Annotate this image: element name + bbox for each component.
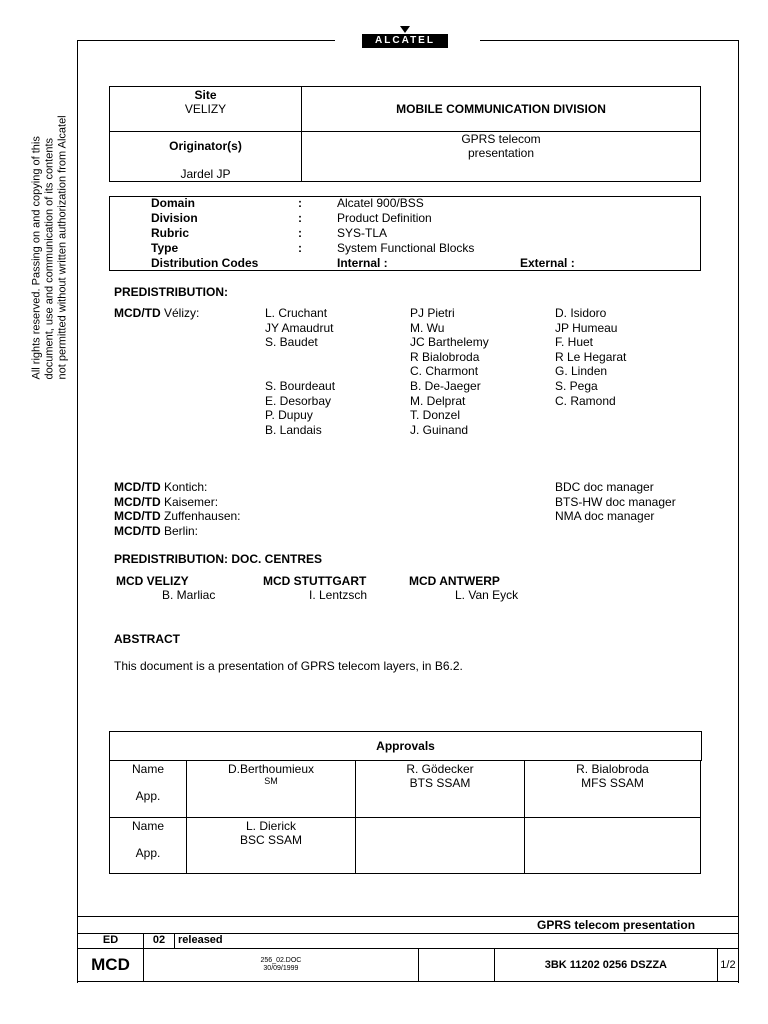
velizy-label	[114, 306, 199, 320]
frame-right	[738, 40, 739, 983]
division-title: MOBILE COMMUNICATION DIVISION	[396, 102, 606, 116]
recipient: T. Donzel	[410, 408, 461, 423]
recipient: JC Barthelemy	[410, 335, 489, 350]
recipient: B. Landais	[265, 422, 322, 437]
approver-role: BTS SSAM	[409, 776, 471, 790]
empty-approver-cell	[525, 818, 701, 874]
approval-label-cell	[110, 761, 187, 818]
doc-title-cell	[302, 132, 701, 182]
external-label: External :	[520, 256, 575, 270]
site-entry: MCD/TD Kaisemer:	[114, 494, 219, 509]
empty-approver-cell	[356, 818, 525, 874]
approver-role: BSC SSAM	[239, 833, 302, 847]
abstract-title: ABSTRACT	[114, 632, 180, 646]
colon: :	[298, 226, 302, 240]
recipient	[265, 350, 335, 365]
side-note-line: document, use and communication of its contents	[43, 137, 56, 380]
footer-top-rule	[77, 916, 738, 917]
manager-list	[555, 480, 676, 524]
app-label: App.	[135, 846, 161, 860]
recipient: S. Bourdeaut	[265, 378, 336, 393]
distribution-label: Distribution Codes	[151, 256, 259, 270]
distribution-column-3	[555, 306, 626, 408]
division-value: Product Definition	[337, 211, 432, 225]
footer-title: GPRS telecom presentation	[537, 918, 696, 932]
type-value: System Functional Blocks	[337, 241, 475, 255]
recipient: JY Amaudrut	[265, 320, 334, 335]
mcd-label: MCD	[78, 949, 144, 982]
approver-role: SM	[264, 776, 278, 786]
recipient: M. Wu	[410, 320, 445, 335]
centre-person: B. Marliac	[162, 588, 216, 602]
centre-name: MCD ANTWERP	[409, 574, 500, 588]
originator-cell	[110, 132, 302, 182]
colon: :	[298, 241, 302, 255]
site-entry: MCD/TD Berlin:	[114, 523, 199, 538]
doc-title-line2: presentation	[467, 146, 535, 160]
division-cell	[302, 87, 701, 132]
approver-cell	[187, 761, 356, 818]
internal-label: Internal :	[337, 256, 388, 270]
recipient: C. Charmont	[410, 364, 479, 379]
page-number: 1/2	[717, 949, 738, 982]
site-label: Site	[194, 88, 217, 102]
recipient: F. Huet	[555, 335, 594, 350]
frame-left	[77, 40, 78, 983]
approver-name: L. Dierick	[245, 819, 296, 833]
alcatel-logo	[362, 26, 448, 48]
colon: :	[298, 211, 302, 225]
manager-entry: NMA doc manager	[555, 509, 655, 524]
file-date: 30/09/1999	[263, 965, 299, 972]
logo-text: ALCATEL	[362, 34, 448, 48]
approvals-title: Approvals	[376, 739, 435, 753]
distribution-column-2	[410, 306, 489, 437]
centre-person: I. Lentzsch	[309, 588, 368, 602]
recipient: M. Delprat	[410, 393, 466, 408]
app-label: App.	[135, 789, 161, 803]
recipient: S. Baudet	[265, 335, 318, 350]
site-entry: MCD/TD Kontich:	[114, 480, 208, 494]
distribution-column-1	[265, 306, 335, 437]
recipient: JP Humeau	[555, 320, 618, 335]
approver-name: R. Gödecker	[406, 762, 474, 776]
file-info	[144, 949, 419, 982]
approver-name: D.Berthoumieux	[227, 762, 315, 776]
colon: :	[298, 196, 302, 210]
centre-person: L. Van Eyck	[455, 588, 519, 602]
division-label: Division	[151, 211, 198, 225]
ed-value: 02	[144, 934, 175, 949]
side-note-line: All rights reserved. Passing on and copying of this	[30, 136, 43, 380]
recipient: B. De-Jaeger	[410, 378, 481, 393]
recipient: G. Linden	[555, 364, 608, 379]
status: released	[175, 934, 739, 949]
recipient: L. Cruchant	[265, 306, 328, 320]
recipient: J. Guinand	[410, 422, 469, 437]
doc-centres-title: PREDISTRIBUTION: DOC. CENTRES	[114, 552, 323, 566]
recipient: C. Ramond	[555, 393, 616, 408]
centre-name: MCD VELIZY	[116, 574, 189, 588]
site-cell	[110, 87, 302, 132]
recipient: R Bialobroda	[410, 349, 480, 364]
approver-cell	[525, 761, 701, 818]
frame-top-right	[480, 40, 738, 41]
originator-value: Jardel JP	[180, 167, 231, 181]
recipient: PJ Pietri	[410, 306, 455, 320]
logo-triangle-icon	[400, 26, 410, 33]
recipient: E. Desorbay	[265, 393, 332, 408]
approver-cell	[187, 818, 356, 874]
manager-entry: BTS-HW doc manager	[555, 494, 676, 509]
manager-entry: BDC doc manager	[555, 480, 654, 494]
side-note-line: not permitted without written authorization from Alcatel	[56, 115, 69, 380]
reference: 3BK 11202 0256 DSZZA	[494, 949, 717, 982]
approval-label-cell	[110, 818, 187, 874]
rubric-label: Rubric	[151, 226, 190, 240]
type-label: Type	[151, 241, 179, 255]
file-name: 256_02.DOC	[260, 957, 302, 964]
recipient: D. Isidoro	[555, 306, 607, 320]
name-label: Name	[131, 819, 164, 833]
footer-table	[77, 933, 739, 982]
approvals-table	[109, 760, 701, 874]
centre-name: MCD STUTTGART	[263, 574, 367, 588]
domain-value: Alcatel 900/BSS	[337, 196, 424, 210]
name-label: Name	[131, 762, 164, 776]
velizy-suffix: Vélizy:	[160, 306, 200, 320]
blank-cell	[418, 949, 494, 982]
originator-label: Originator(s)	[169, 139, 242, 153]
predistribution-title: PREDISTRIBUTION:	[114, 285, 228, 299]
doc-title-line1: GPRS telecom	[461, 132, 541, 146]
recipient: P. Dupuy	[265, 408, 313, 423]
rubric-value: SYS-TLA	[337, 226, 388, 240]
approver-cell	[356, 761, 525, 818]
approvals-header	[109, 731, 702, 761]
abstract-text: This document is a presentation of GPRS telecom layers, in B6.2.	[114, 659, 463, 673]
recipient: S. Pega	[555, 378, 598, 393]
velizy-prefix: MCD/TD	[114, 306, 161, 320]
header-table	[109, 86, 701, 182]
frame-top-left	[77, 40, 335, 41]
copyright-side-note	[30, 115, 70, 380]
approver-name: R. Bialobroda	[576, 762, 649, 776]
site-value: VELIZY	[184, 102, 227, 116]
recipient	[265, 364, 335, 379]
ed-label: ED	[78, 934, 144, 949]
domain-label: Domain	[151, 196, 196, 210]
site-entry: MCD/TD Zuffenhausen:	[114, 509, 241, 524]
site-list	[114, 480, 241, 538]
approver-role: MFS SSAM	[581, 776, 644, 790]
recipient: R Le Hegarat	[555, 349, 627, 364]
